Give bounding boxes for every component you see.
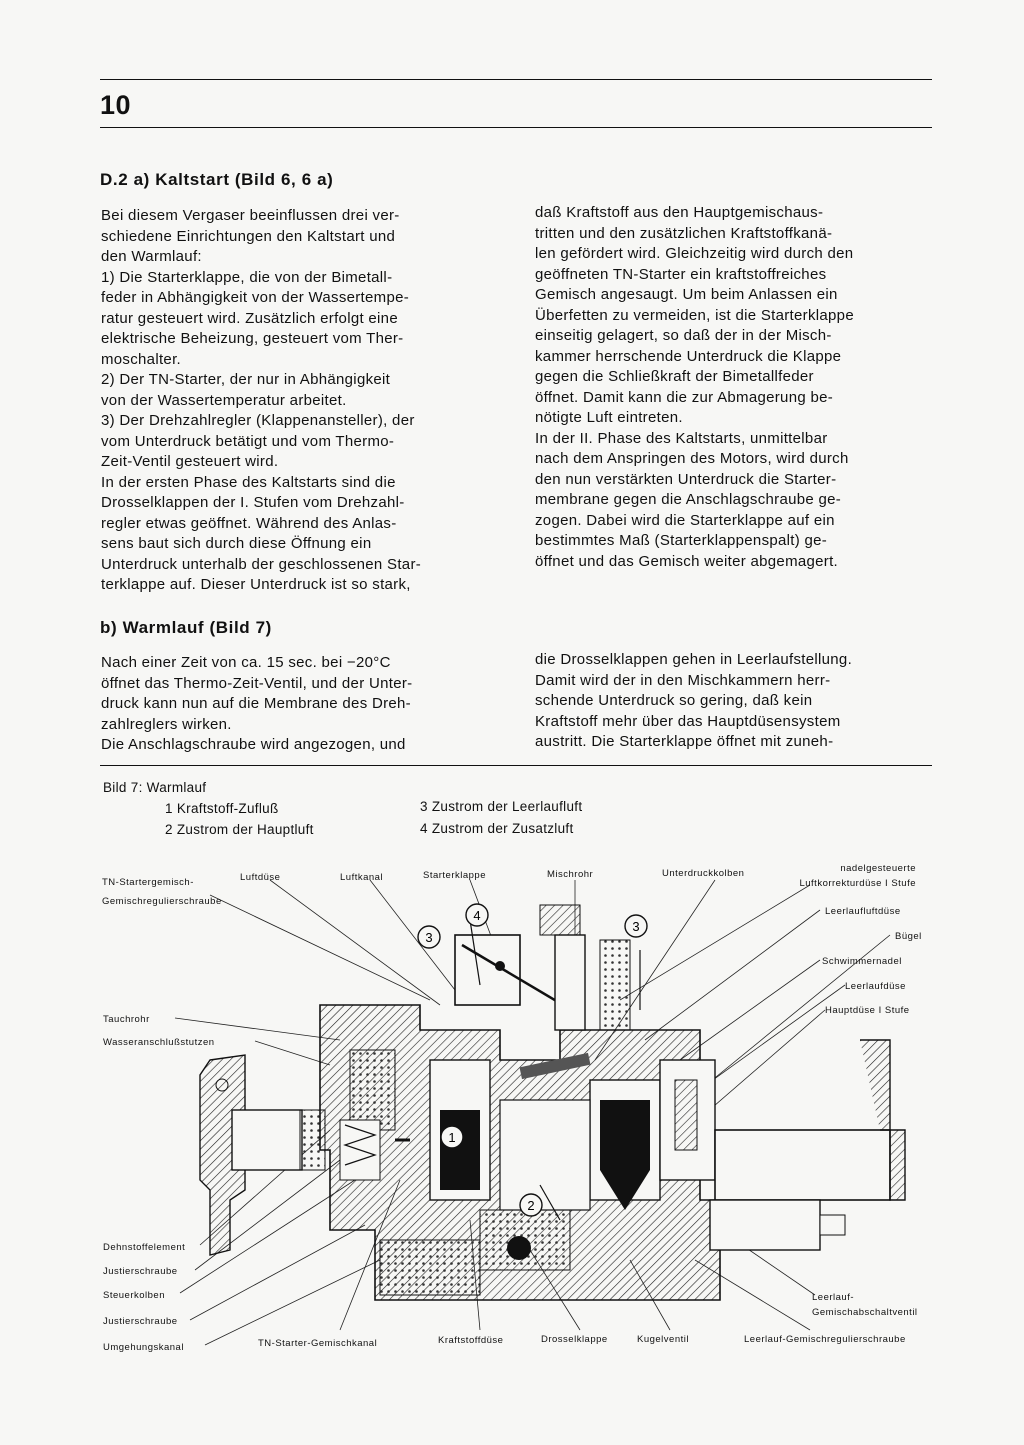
- label-schwimmernadel: Schwimmernadel: [822, 956, 902, 967]
- label-steuerkolben: Steuerkolben: [103, 1290, 165, 1301]
- paragraph-warmlauf-left: Nach einer Zeit von ca. 15 sec. bei −20°C öffnet das Thermo-Zeit-Ventil, und der Unter- druck kann nun auf die Membrane des Dreh- zahlreglers wirken. Die Anschlagschraube wird angezogen, und: [101, 654, 413, 753]
- label-wasser: Wasseranschlußstutzen: [103, 1037, 215, 1048]
- marker-4: [466, 904, 488, 926]
- label-leerlauf-schraube: Leerlauf-Gemischregulierschraube: [744, 1334, 906, 1345]
- label-drosselklappe: Drosselklappe: [541, 1334, 608, 1345]
- legend-item-2: 2 Zustrom der Hauptluft: [165, 822, 314, 837]
- label-umgehung: Umgehungskanal: [103, 1342, 184, 1353]
- label-buegel: Bügel: [895, 931, 922, 942]
- label-unterdruckkolben: Unterdruckkolben: [662, 868, 745, 879]
- label-tn-kanal: TN-Starter-Gemischkanal: [258, 1338, 378, 1349]
- marker-label-4: 4: [473, 908, 481, 923]
- marker-label-3b: 3: [632, 919, 640, 934]
- section-heading-kaltstart: D.2 a) Kaltstart (Bild 6, 6 a): [100, 170, 334, 189]
- label-luftkanal: Luftkanal: [340, 872, 384, 883]
- label-tauchrohr: Tauchrohr: [103, 1014, 150, 1025]
- label-leerlaufduese: Leerlaufdüse: [845, 981, 906, 992]
- legend-item-1: 1 Kraftstoff-Zufluß: [165, 801, 279, 816]
- label-dehnstoff: Dehnstoffelement: [103, 1242, 186, 1253]
- legend-item-3: 3 Zustrom der Leerlaufluft: [420, 799, 583, 814]
- label-luftduese: Luftdüse: [240, 872, 281, 883]
- marker-2: [520, 1194, 542, 1216]
- label-starterklappe: Starterklappe: [423, 870, 487, 881]
- marker-label-2: 2: [527, 1198, 535, 1213]
- label-justier-1: Justierschraube: [103, 1266, 178, 1277]
- page-number: 10: [100, 90, 132, 120]
- water-connector: [200, 1055, 325, 1255]
- label-leerlaufluftduese: Leerlaufluftdüse: [825, 906, 901, 917]
- label-mischrohr: Mischrohr: [547, 869, 594, 880]
- label-hauptduese: Hauptdüse I Stufe: [825, 1005, 910, 1016]
- label-leerlauf-ventil: Leerlauf- Gemischabschaltventil: [812, 1292, 918, 1318]
- label-kugelventil: Kugelventil: [637, 1334, 689, 1345]
- legend-item-4: 4 Zustrom der Zusatzluft: [420, 821, 574, 836]
- marker-1: [441, 1126, 463, 1148]
- marker-label-1: 1: [448, 1130, 456, 1145]
- label-nadel: nadelgesteuerte Luftkorrekturdüse I Stufe: [799, 863, 916, 889]
- marker-3-left: [418, 926, 440, 948]
- section-heading-warmlauf: b) Warmlauf (Bild 7): [100, 618, 272, 637]
- marker-label-3a: 3: [425, 930, 433, 945]
- paragraph-warmlauf-right: die Drosselklappen gehen in Leerlaufstellung. Damit wird der in den Mischkammern herr- schende Unterdruck so gering, daß kein Kraftstoff mehr über das Hauptdüsensystem austritt. Die Starterklappe öffnet mit zuneh-: [535, 651, 853, 750]
- figure-title: Bild 7: Warmlauf: [103, 780, 207, 795]
- marker-3-right: [625, 915, 647, 937]
- paragraph-kaltstart-left: Bei diesem Vergaser beeinflussen drei ver- schiedene Einrichtungen den Kaltstart und den Warmlauf: 1) Die Starterklappe, die von der Bimetall- feder in Abhängigkeit von der Wassertempe- ratur gesteuert wird. Zusätzlich erfolgt eine elektrische Beheizung, gesteuert vom Ther- moschalter. 2) Der TN-Starter, der nur in Abhängigkeit von der Wassertemperatur arbeitet. 3) Der Drehzahlregler (Klappenansteller), der vom Unterdruck betätigt und vom Thermo- Zeit-Ventil gesteuert wird. In der ersten Phase des Kaltstarts sind die Drosselklappen der I. Stufen vom Drehzahl- regler etwas geöffnet. Während des Anlas- sens baut sich durch diese Öffnung ein Unterdruck unterhalb der geschlossenen Star- terklappe auf. Dieser Unterdruck ist so stark,: [101, 207, 422, 593]
- paragraph-kaltstart-right: daß Kraftstoff aus den Hauptgemischaus- tritten und den zusätzlichen Kraftstoffkanä- len gefördert wird. Gleichzeitig wird durch den geöffneten TN-Starter ein kraftstoffreiches Gemisch angesaugt. Um beim Anlassen ein Überfetten zu vermeiden, ist die Starterklappe einseitig gelagert, so daß der in der Misch- kammer herrschende Unterdruck die Klappe gegen die Schließkraft der Bimetallfeder öffnet. Damit kann die zur Abmagerung be- nötigte Luft eintreten. In der II. Phase des Kaltstarts, unmittelbar nach dem Anspringen des Motors, wird durch den nun verstärkten Unterdruck die Starter- membrane gegen die Anschlagschraube ge- zogen. Dabei wird die Starterklappe auf ein bestimmtes Maß (Starterklappenspalt) ge- öffnet und das Gemisch weiter abgemagert.: [535, 204, 854, 570]
- label-tn-gemisch: TN-Startergemisch- Gemischregulierschraube: [102, 877, 222, 907]
- label-justier-2: Justierschraube: [103, 1316, 178, 1327]
- label-kraftstoffduese: Kraftstoffdüse: [438, 1335, 504, 1346]
